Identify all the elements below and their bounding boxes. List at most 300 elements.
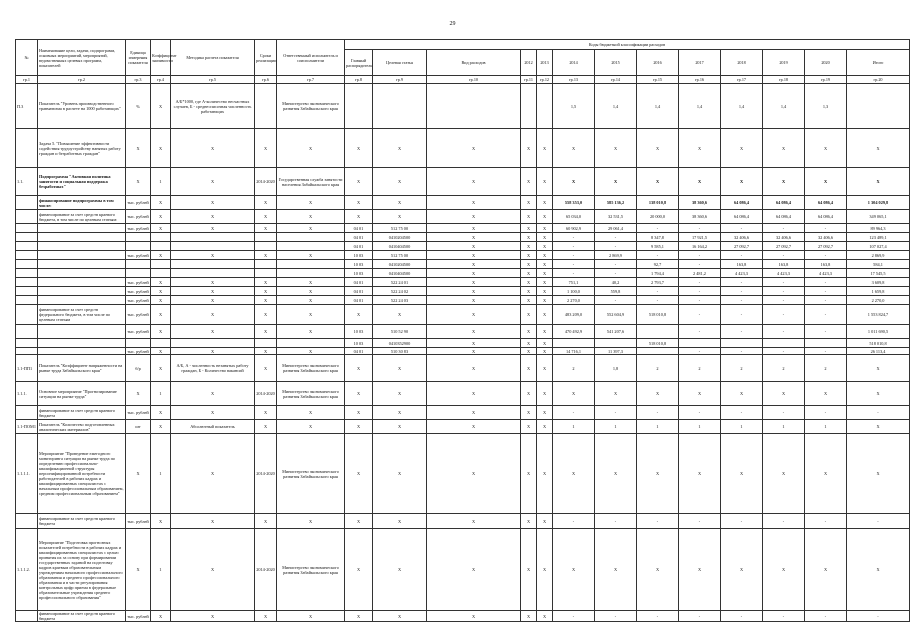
- table-cell: -: [679, 611, 721, 622]
- header-cell: Главный распорядитель: [345, 50, 373, 76]
- table-cell: Х: [805, 382, 847, 406]
- table-cell: Х: [151, 355, 171, 382]
- table-cell: [721, 339, 763, 348]
- table-cell: -: [595, 260, 637, 269]
- table-cell: 138 010,8: [637, 196, 679, 210]
- table-cell: Х: [537, 260, 553, 269]
- table-cell: тыс. рублей: [126, 196, 151, 210]
- table-cell: тыс. рублей: [126, 305, 151, 325]
- table-cell: [16, 305, 38, 325]
- table-cell: -: [721, 251, 763, 260]
- table-cell: тыс. рублей: [127, 279, 149, 285]
- table-cell: Х: [171, 611, 255, 622]
- table-cell: [277, 233, 345, 242]
- table-cell: -: [679, 514, 721, 529]
- table-cell: -: [805, 296, 847, 305]
- table-cell: Х: [427, 305, 521, 325]
- column-number: гр.7: [277, 76, 345, 84]
- table-cell: [171, 233, 255, 242]
- table-cell: Показатель "Количество подготовленных аналитических материалов": [38, 420, 126, 434]
- table-cell: Х: [537, 348, 553, 355]
- table-cell: 04 01: [345, 242, 373, 251]
- table-cell: [255, 269, 277, 278]
- table-cell: 2: [721, 355, 763, 382]
- table-cell: [151, 242, 171, 251]
- table-cell: 32 531,5: [595, 210, 637, 224]
- table-cell: Х: [427, 611, 521, 622]
- table-cell: [16, 224, 38, 233]
- table-cell: [637, 325, 679, 339]
- table-cell: [16, 339, 38, 348]
- table-cell: 0410404500: [373, 269, 427, 278]
- table-cell: Х: [537, 529, 553, 611]
- table-cell: Х: [171, 129, 255, 168]
- table-row: [16, 260, 910, 269]
- table-cell: -: [553, 251, 595, 260]
- table-cell: Х: [637, 434, 679, 514]
- table-cell: Х: [521, 296, 537, 305]
- table-cell: Х: [151, 196, 171, 210]
- table-cell: финансирование подпрограммы в том числе:: [38, 196, 126, 210]
- table-cell: Х: [151, 611, 171, 622]
- table-cell: Х: [679, 129, 721, 168]
- table-cell: 518 010,8: [637, 339, 679, 348]
- table-cell: 27 092,7: [721, 242, 763, 251]
- table-cell: -: [763, 287, 805, 296]
- table-cell: 1 100,0: [553, 287, 595, 296]
- table-cell: Х: [805, 529, 847, 611]
- table-cell: -: [553, 611, 595, 622]
- table-cell: Х: [255, 129, 277, 168]
- table-cell: -: [637, 296, 679, 305]
- table-cell: Х: [721, 129, 763, 168]
- table-cell: -: [763, 224, 805, 233]
- table-cell: 14 716,1: [553, 348, 595, 355]
- table-cell: -: [553, 514, 595, 529]
- table-cell: -: [679, 406, 721, 420]
- table-row: [16, 529, 910, 611]
- table-cell: Х: [427, 269, 521, 278]
- table-cell: [16, 129, 38, 168]
- table-cell: Х: [373, 406, 427, 420]
- table-cell: [521, 84, 537, 129]
- table-cell: Х: [171, 348, 255, 355]
- table-cell: 1,4: [595, 84, 637, 129]
- table-cell: 2014-2020: [255, 382, 277, 406]
- table-cell: Х: [763, 529, 805, 611]
- header-cell: 2018: [721, 50, 763, 76]
- table-cell: Х: [763, 434, 805, 514]
- table-cell: 2: [679, 355, 721, 382]
- table-row: [16, 514, 910, 529]
- header-cell: 2015: [595, 50, 637, 76]
- table-cell: Х: [521, 196, 537, 210]
- table-cell: тыс. рублей: [127, 297, 149, 303]
- table-cell: 163,8: [721, 260, 763, 269]
- table-cell: Х: [427, 251, 521, 260]
- table-cell: Х: [427, 355, 521, 382]
- table-cell: -: [679, 224, 721, 233]
- table-cell: Х: [373, 382, 427, 406]
- table-cell: Х: [521, 287, 537, 296]
- table-cell: -: [553, 269, 595, 278]
- table-row: [16, 305, 910, 325]
- table-cell: Х: [521, 269, 537, 278]
- table-cell: Х: [553, 434, 595, 514]
- table-cell: тыс. рублей: [127, 348, 149, 354]
- table-cell: 2 270,0: [553, 296, 595, 305]
- table-cell: финансирование за счет средств федерального бюджета, в том числе по целевым статьям: [38, 305, 126, 325]
- table-cell: Х: [277, 611, 345, 622]
- table-cell: Х: [427, 129, 521, 168]
- table-cell: Х: [171, 529, 255, 611]
- table-cell: 2: [805, 355, 847, 382]
- table-cell: Х: [277, 278, 345, 287]
- table-row: [16, 420, 910, 434]
- table-cell: Х: [373, 420, 427, 434]
- table-cell: Х: [277, 296, 345, 305]
- table-cell: 584,1: [847, 260, 910, 269]
- table-cell: Х: [427, 529, 521, 611]
- table-cell: [38, 278, 126, 287]
- table-cell: [38, 269, 126, 278]
- table-cell: Х: [151, 514, 171, 529]
- column-number: гр.2: [38, 76, 126, 84]
- table-cell: Показатель "Коэффициент напряженности на рынке труда Забайкальского края": [38, 355, 126, 382]
- table-cell: [126, 233, 151, 242]
- table-cell: [16, 242, 38, 251]
- table-cell: Х: [427, 287, 521, 296]
- table-cell: Х: [763, 382, 805, 406]
- table-cell: -: [679, 278, 721, 287]
- table-cell: 1: [553, 420, 595, 434]
- table-cell: б/р: [126, 355, 151, 382]
- table-cell: 0410204500: [373, 260, 427, 269]
- table-cell: Х: [373, 355, 427, 382]
- table-cell: 04 01: [345, 233, 373, 242]
- table-cell: Х: [721, 382, 763, 406]
- table-cell: -: [847, 514, 910, 529]
- table-cell: 559,8: [595, 287, 637, 296]
- table-cell: Х: [373, 611, 427, 622]
- table-cell: тыс. рублей: [127, 288, 149, 294]
- table-cell: %: [126, 84, 151, 129]
- table-cell: Абсолютный показатель: [171, 420, 255, 434]
- table-cell: -: [763, 325, 805, 339]
- table-cell: 64 086,4: [721, 210, 763, 224]
- table-cell: Мероприятие "Проведение ежегодного мониторинга ситуации на рынке труда по определению профессионально-квалификационной структуры персонифицированной потребности работодателей в рабочих кадрах и квалифицированных специалистах с начальным профессиональным образованием, средним профессиональным образованием": [38, 434, 126, 514]
- table-cell: -: [763, 278, 805, 287]
- table-cell: [255, 233, 277, 242]
- table-cell: 10 03: [345, 251, 373, 260]
- table-cell: Х: [171, 325, 255, 339]
- table-cell: Х: [345, 406, 373, 420]
- table-cell: [277, 269, 345, 278]
- table-cell: -: [721, 287, 763, 296]
- table-cell: Х: [277, 196, 345, 210]
- table-cell: 20 000,0: [637, 210, 679, 224]
- table-cell: Х: [255, 355, 277, 382]
- table-cell: Х: [427, 233, 521, 242]
- table-cell: Х: [345, 420, 373, 434]
- table-cell: -: [679, 287, 721, 296]
- table-cell: Х: [427, 168, 521, 196]
- table-row: [16, 287, 910, 296]
- table-cell: [151, 233, 171, 242]
- table-cell: [16, 233, 38, 242]
- table-cell: Х: [847, 168, 910, 196]
- table-cell: Х: [521, 514, 537, 529]
- table-cell: -: [553, 260, 595, 269]
- table-cell: Х: [427, 382, 521, 406]
- column-number: гр.1: [16, 76, 38, 84]
- table-cell: Показатель "Уровень производственного травматизма в расчете на 1000 работающих": [38, 84, 126, 129]
- table-cell: Х: [255, 296, 277, 305]
- table-cell: 65 034,0: [553, 210, 595, 224]
- table-cell: 17 921,5: [679, 233, 721, 242]
- table-cell: Х: [345, 168, 373, 196]
- table-cell: [38, 242, 126, 251]
- table-cell: Х: [373, 210, 427, 224]
- table-cell: А/Б, А - численность незанятых работу граждан, Б - Количество вакансий: [171, 355, 255, 382]
- table-cell: Х: [255, 348, 277, 355]
- table-cell: Министерство экономического развития Забайкальского края: [277, 355, 345, 382]
- table-cell: 2: [553, 355, 595, 382]
- table-cell: Х: [345, 382, 373, 406]
- table-cell: Х: [427, 260, 521, 269]
- table-cell: 1 553 824,7: [847, 305, 910, 325]
- table-cell: 1,4: [763, 84, 805, 129]
- table-row: [16, 251, 910, 260]
- table-cell: Х: [126, 129, 151, 168]
- table-cell: -: [595, 233, 637, 242]
- table-cell: Х: [763, 129, 805, 168]
- table-cell: Х: [427, 242, 521, 251]
- table-cell: [16, 251, 38, 260]
- table-cell: 1.1-ПОМ1: [16, 420, 38, 434]
- table-cell: Х: [427, 339, 521, 348]
- table-cell: Х: [277, 287, 345, 296]
- table-cell: -: [637, 611, 679, 622]
- table-cell: [255, 339, 277, 348]
- table-cell: Х: [171, 406, 255, 420]
- table-cell: -: [805, 406, 847, 420]
- table-cell: Х: [537, 269, 553, 278]
- table-cell: [38, 348, 126, 355]
- table-cell: 1.1-ПП1: [16, 355, 38, 382]
- table-cell: [38, 325, 126, 339]
- table-cell: [16, 269, 38, 278]
- table-cell: -: [595, 296, 637, 305]
- header-cell: Ответственный исполнитель и соисполнители: [277, 40, 345, 76]
- table-row: [16, 224, 910, 233]
- table-cell: -: [763, 251, 805, 260]
- table-cell: -: [805, 348, 847, 355]
- table-row: [16, 269, 910, 278]
- table-cell: 751,1: [553, 278, 595, 287]
- table-cell: финансирование за счет средств краевого бюджета: [38, 406, 126, 420]
- header-cell: Итого: [847, 50, 910, 76]
- table-cell: 9 585,1: [637, 242, 679, 251]
- table-cell: 1.1.1.: [16, 382, 38, 406]
- table-cell: Х: [637, 529, 679, 611]
- table-cell: 60 902,9: [553, 224, 595, 233]
- table-cell: 1,4: [637, 84, 679, 129]
- table-cell: 38 360,6: [679, 210, 721, 224]
- column-number: гр.4: [151, 76, 171, 84]
- table-cell: [16, 210, 38, 224]
- table-row: [16, 296, 910, 305]
- table-cell: 510 30 83: [373, 348, 427, 355]
- table-row: [16, 210, 910, 224]
- table-cell: 89 964,3: [847, 224, 910, 233]
- table-cell: Министерство экономического развития Забайкальского края: [277, 382, 345, 406]
- table-cell: [126, 242, 151, 251]
- table-cell: [16, 611, 38, 622]
- table-cell: 10 03: [345, 269, 373, 278]
- table-cell: -: [805, 611, 847, 622]
- table-cell: [38, 224, 126, 233]
- table-cell: [126, 269, 151, 278]
- table-cell: Х: [521, 355, 537, 382]
- table-cell: 1: [721, 420, 763, 434]
- table-cell: Х: [637, 168, 679, 196]
- table-cell: -: [721, 406, 763, 420]
- column-number: гр.14: [595, 76, 637, 84]
- table-cell: -: [679, 305, 721, 325]
- table-cell: Х: [521, 420, 537, 434]
- codes-title: Коды бюджетной классификации расходов: [345, 40, 910, 50]
- header-cell: №: [16, 40, 38, 76]
- table-cell: 32 406,6: [763, 233, 805, 242]
- table-cell: Х: [255, 287, 277, 296]
- table-cell: Х: [521, 233, 537, 242]
- table-cell: [595, 339, 637, 348]
- table-cell: тыс. рублей: [126, 406, 151, 420]
- table-cell: -: [595, 242, 637, 251]
- table-cell: Х: [255, 196, 277, 210]
- table-cell: Х: [151, 224, 171, 233]
- table-cell: Х: [721, 168, 763, 196]
- table-cell: Х: [721, 529, 763, 611]
- table-cell: 10 03: [345, 339, 373, 348]
- table-row: [16, 355, 910, 382]
- header-cell: 2016: [637, 50, 679, 76]
- table-cell: -: [805, 287, 847, 296]
- table-cell: -: [721, 278, 763, 287]
- table-cell: Х: [277, 406, 345, 420]
- table-cell: Х: [521, 210, 537, 224]
- table-cell: 2 793,7: [637, 278, 679, 287]
- table-cell: -: [763, 296, 805, 305]
- table-cell: Х: [679, 382, 721, 406]
- table-cell: Х: [521, 348, 537, 355]
- table-cell: Х: [847, 529, 910, 611]
- column-number: гр.8: [345, 76, 373, 84]
- table-cell: -: [763, 305, 805, 325]
- table-cell: -: [595, 406, 637, 420]
- table-cell: Х: [805, 129, 847, 168]
- table-cell: Х: [345, 434, 373, 514]
- table-cell: [16, 514, 38, 529]
- table-cell: [427, 84, 521, 129]
- table-cell: -: [721, 611, 763, 622]
- table-cell: Х: [595, 129, 637, 168]
- table-cell: Х: [255, 224, 277, 233]
- table-cell: -: [805, 305, 847, 325]
- column-number: гр.20: [847, 76, 910, 84]
- table-cell: 541 207,6: [595, 325, 637, 339]
- table-cell: Х: [521, 129, 537, 168]
- table-cell: -: [553, 406, 595, 420]
- table-cell: -: [679, 325, 721, 339]
- table-cell: 10 03: [345, 260, 373, 269]
- table-cell: 163,8: [805, 260, 847, 269]
- table-cell: -: [595, 514, 637, 529]
- table-cell: [16, 196, 38, 210]
- column-number: гр.9: [373, 76, 427, 84]
- table-cell: -: [763, 514, 805, 529]
- table-cell: Х: [553, 129, 595, 168]
- table-cell: Х: [151, 287, 171, 296]
- table-cell: Х: [277, 514, 345, 529]
- table-cell: тыс. рублей: [126, 325, 151, 339]
- table-cell: -: [721, 325, 763, 339]
- table-cell: -: [721, 514, 763, 529]
- table-cell: Х: [537, 196, 553, 210]
- table-cell: Х: [763, 168, 805, 196]
- table-cell: Х: [521, 168, 537, 196]
- table-cell: Х: [847, 434, 910, 514]
- table-cell: Х: [373, 129, 427, 168]
- table-cell: 1 794,4: [637, 269, 679, 278]
- table-cell: -: [847, 611, 910, 622]
- column-number: гр.10: [427, 76, 521, 84]
- table-row: [16, 168, 910, 196]
- table-cell: Х: [721, 434, 763, 514]
- table-cell: Х: [255, 325, 277, 339]
- table-cell: Х: [151, 406, 171, 420]
- table-cell: -: [805, 514, 847, 529]
- table-cell: -: [553, 233, 595, 242]
- table-cell: 512 75 00: [373, 224, 427, 233]
- table-cell: Х: [521, 305, 537, 325]
- table-cell: 10 03: [345, 325, 373, 339]
- table-row: [16, 196, 910, 210]
- table-cell: 1: [763, 420, 805, 434]
- table-cell: Х: [171, 296, 255, 305]
- table-cell: Х: [427, 325, 521, 339]
- table-row: [16, 325, 910, 339]
- table-cell: Х: [427, 514, 521, 529]
- table-cell: 470 492,9: [553, 325, 595, 339]
- table-cell: -: [637, 224, 679, 233]
- table-cell: А/Б*1000, где А-количество несчастных случаев, Б - среднесписочная численность работающих: [171, 84, 255, 129]
- table-cell: 2 270,0: [847, 296, 910, 305]
- table-cell: -: [679, 348, 721, 355]
- table-cell: 1: [679, 420, 721, 434]
- table-cell: Х: [427, 210, 521, 224]
- table-cell: Х: [537, 305, 553, 325]
- table-cell: тыс. рублей: [126, 210, 151, 224]
- table-cell: Х: [373, 529, 427, 611]
- table-cell: Х: [171, 305, 255, 325]
- table-row: [16, 339, 910, 348]
- table-cell: Х: [373, 168, 427, 196]
- table-cell: финансирование за счет средств краевого бюджета: [38, 514, 126, 529]
- header-cell: 2012: [521, 50, 537, 76]
- table-cell: 64 086,4: [805, 210, 847, 224]
